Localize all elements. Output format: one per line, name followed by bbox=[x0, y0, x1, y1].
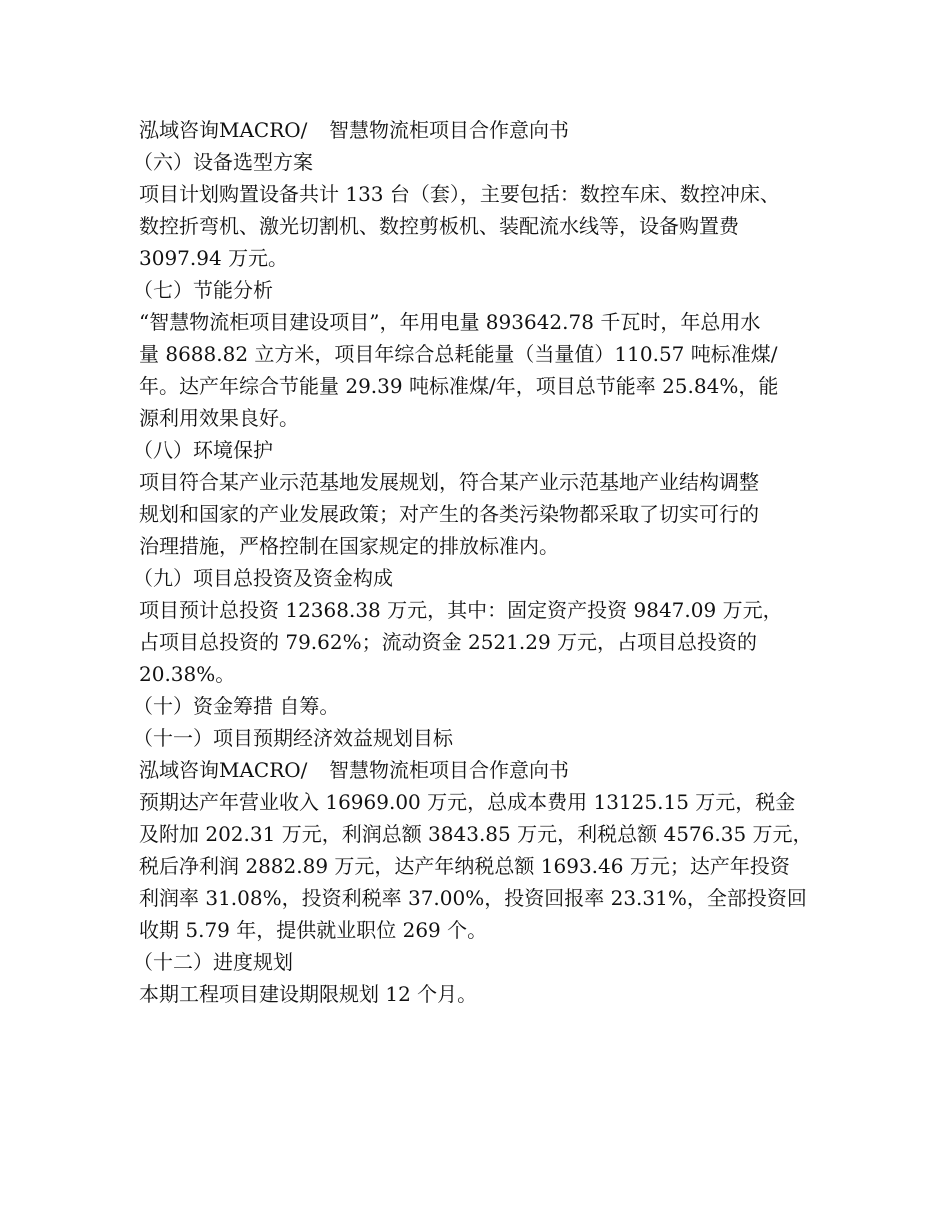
paragraph-line: 3097.94 万元。 bbox=[139, 246, 289, 270]
section-heading-6: （六）设备选型方案 bbox=[133, 150, 313, 174]
paragraph-line: 项目预计总投资 12368.38 万元，其中：固定资产投资 9847.09 万元， bbox=[139, 598, 783, 622]
paragraph-line: 项目计划购置设备共计 133 台（套），主要包括：数控车床、数控冲床、 bbox=[139, 182, 780, 206]
paragraph-line: 数控折弯机、激光切割机、数控剪板机、装配流水线等，设备购置费 bbox=[139, 214, 739, 238]
paragraph-line: “智慧物流柜项目建设项目”，年用电量 893642.78 千瓦时，年总用水 bbox=[139, 310, 761, 334]
paragraph-line: 20.38%。 bbox=[139, 662, 236, 686]
paragraph-line: 规划和国家的产业发展政策；对产生的各类污染物都采取了切实可行的 bbox=[139, 502, 759, 526]
paragraph-line: 年。达产年综合节能量 29.39 吨标准煤/年，项目总节能率 25.84%，能 bbox=[139, 374, 779, 398]
section-heading-7: （七）节能分析 bbox=[133, 278, 273, 302]
header-doc-title: 智慧物流柜项目合作意向书 bbox=[329, 118, 569, 142]
section-heading-9: （九）项目总投资及资金构成 bbox=[133, 566, 393, 590]
paragraph-line: 源利用效果良好。 bbox=[139, 406, 299, 430]
paragraph-line: 项目符合某产业示范基地发展规划，符合某产业示范基地产业结构调整 bbox=[139, 470, 759, 494]
paragraph-line: 收期 5.79 年，提供就业职位 269 个。 bbox=[139, 918, 488, 942]
paragraph-line: 税后净利润 2882.89 万元，达产年纳税总额 1693.46 万元；达产年投资 bbox=[139, 854, 790, 878]
paragraph-line: 治理措施，严格控制在国家规定的排放标准内。 bbox=[139, 534, 559, 558]
section-heading-10: （十）资金筹措 自筹。 bbox=[133, 694, 340, 718]
paragraph-line: 量 8688.82 立方米，项目年综合总耗能量（当量值）110.57 吨标准煤/ bbox=[139, 342, 778, 366]
section-heading-11: （十一）项目预期经济效益规划目标 bbox=[133, 726, 453, 750]
paragraph-line: 及附加 202.31 万元，利润总额 3843.85 万元，利税总额 4576.35 万元， bbox=[139, 822, 813, 846]
paragraph-line: 预期达产年营业收入 16969.00 万元，总成本费用 13125.15 万元，税金 bbox=[139, 790, 796, 814]
paragraph-line: 本期工程项目建设期限规划 12 个月。 bbox=[139, 982, 478, 1006]
header-doc-title: 智慧物流柜项目合作意向书 bbox=[329, 758, 569, 782]
paragraph-line: 占项目总投资的 79.62%；流动资金 2521.29 万元，占项目总投资的 bbox=[139, 630, 758, 654]
header-org: 泓域咨询MACRO/ bbox=[139, 758, 308, 782]
section-heading-12: （十二）进度规划 bbox=[133, 950, 293, 974]
running-header bbox=[139, 114, 830, 146]
section-heading-8: （八）环境保护 bbox=[133, 438, 273, 462]
header-org: 泓域咨询MACRO/ bbox=[139, 118, 308, 142]
paragraph-line: 利润率 31.08%，投资利税率 37.00%，投资回报率 23.31%，全部投资回 bbox=[139, 886, 807, 910]
running-header bbox=[139, 754, 830, 786]
